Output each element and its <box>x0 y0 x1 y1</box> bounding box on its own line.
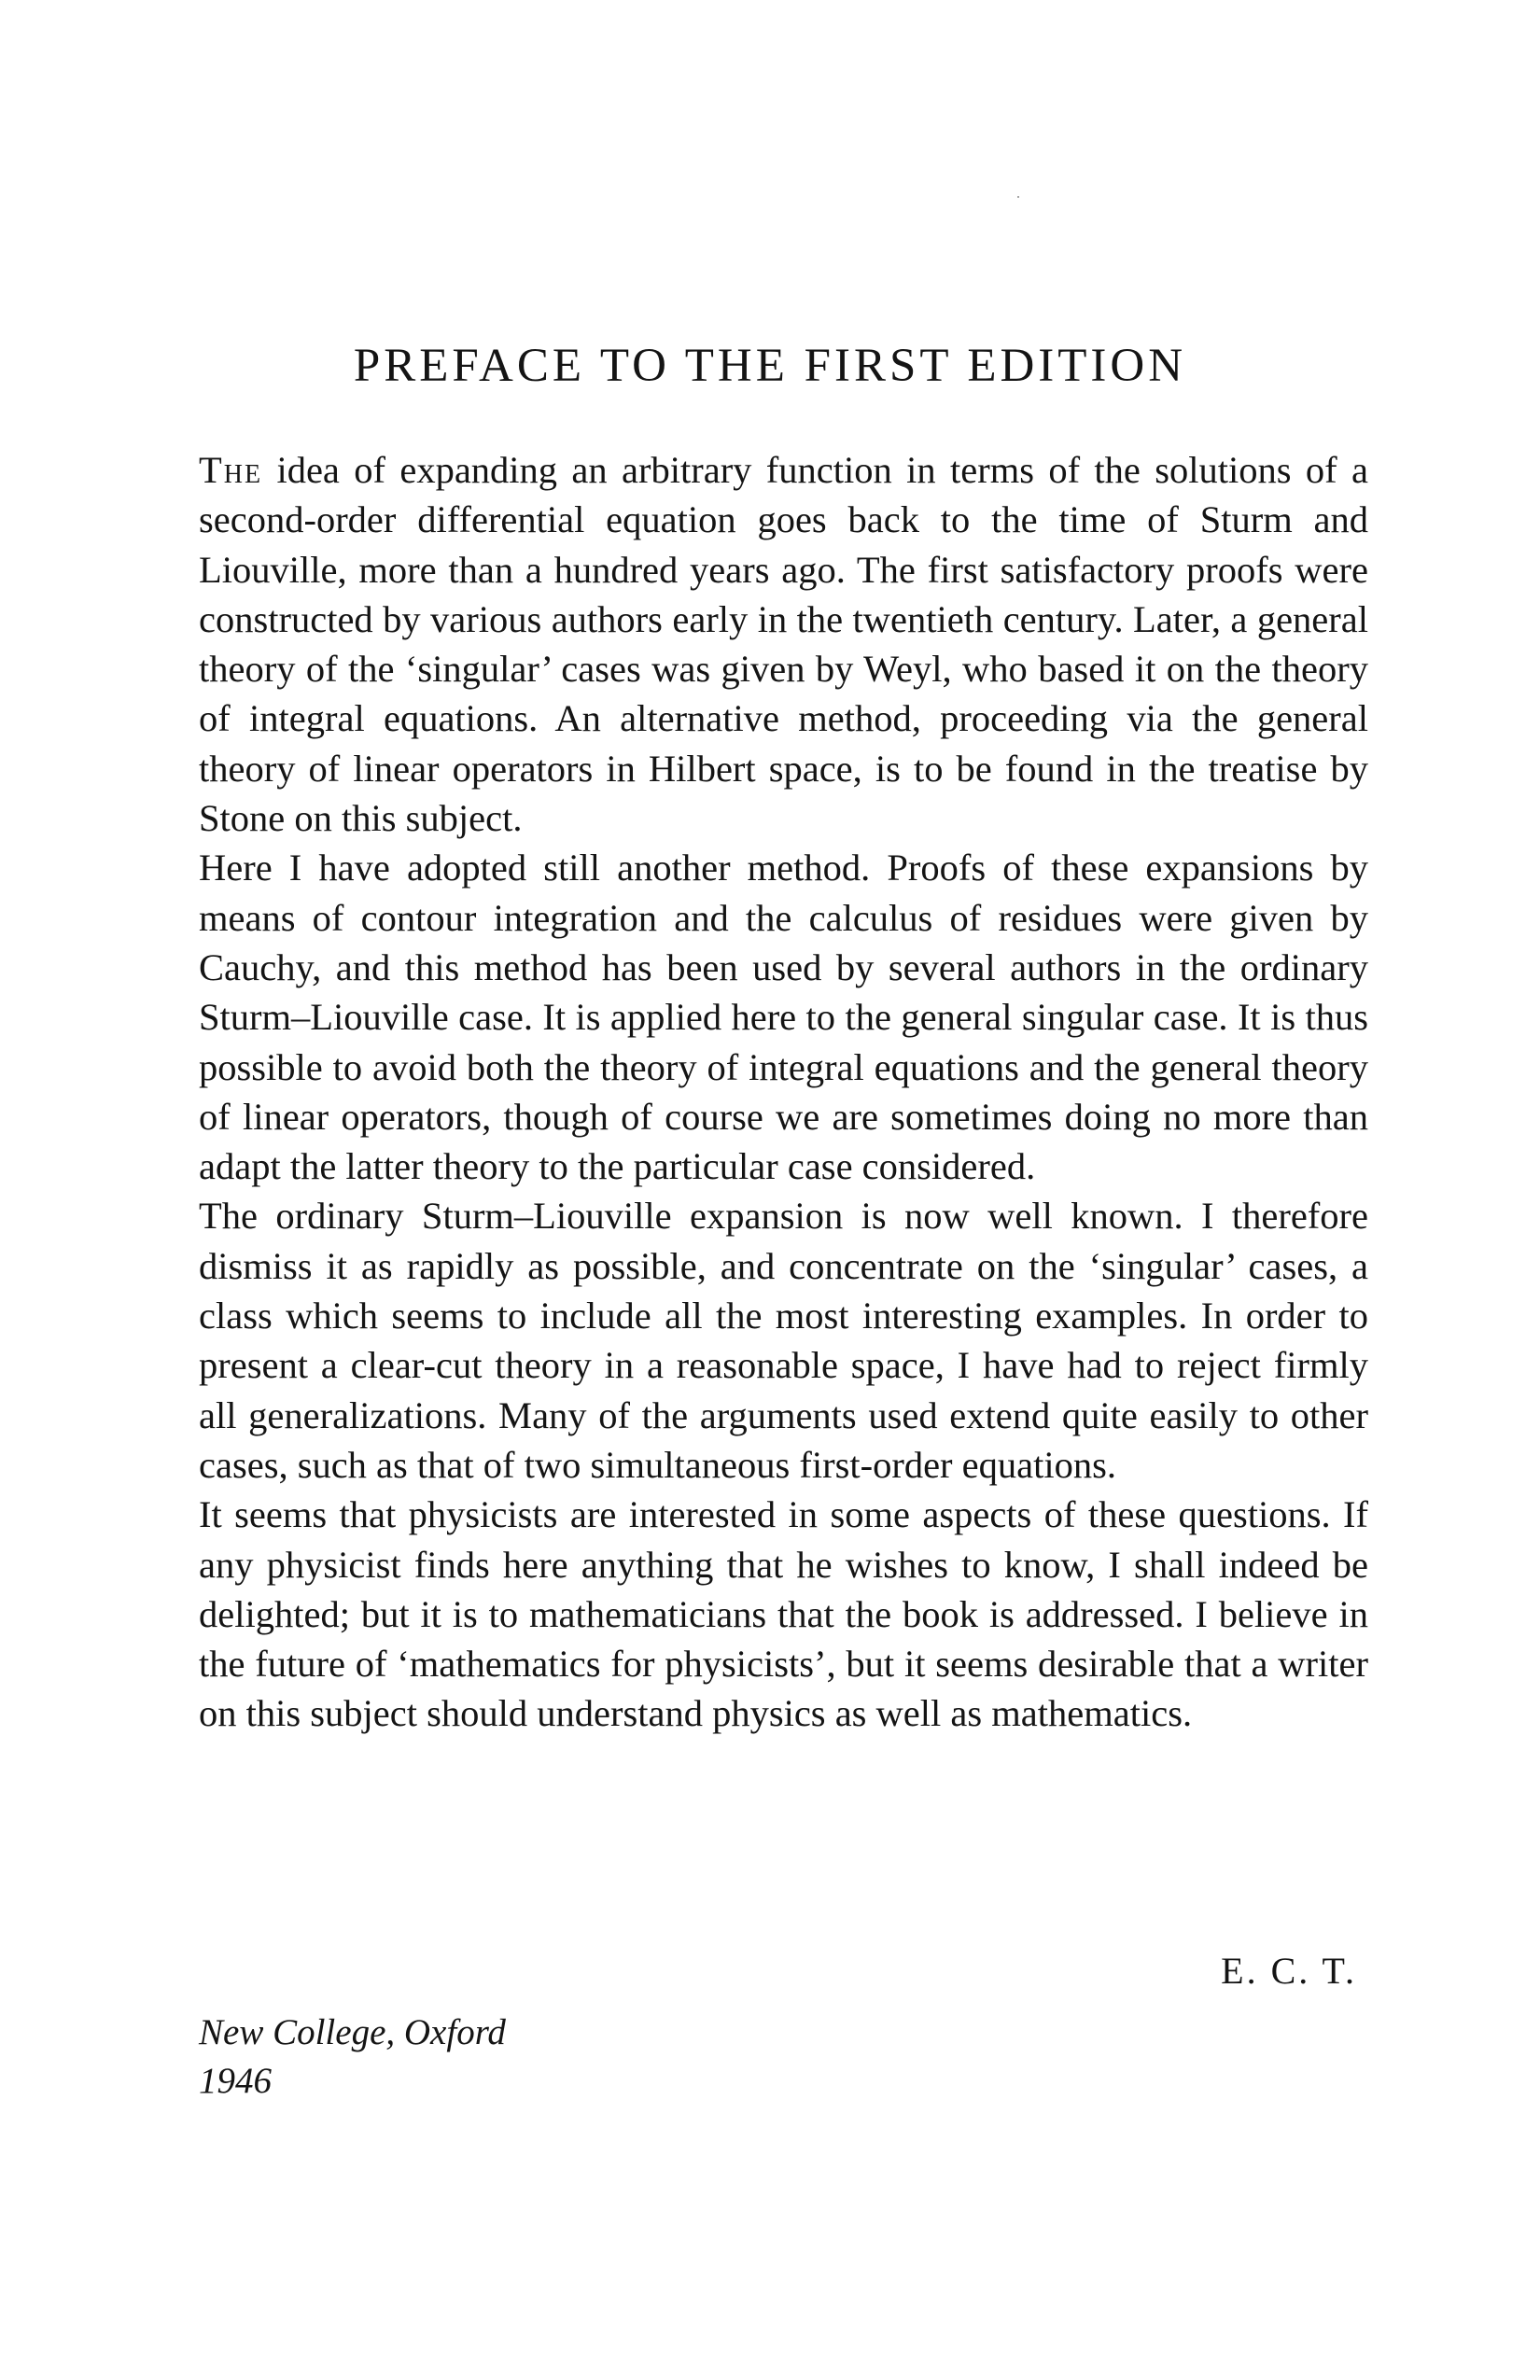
paragraph-1 <box>199 445 1368 843</box>
author-initials: E. C. T. <box>1221 1950 1357 1992</box>
paragraph-1-text: idea of expanding an arbitrary function in terms of the solutions of a second-order differential equation goes back to the time of Sturm and Liouville, more than a hundred years ago. The first satisfactory proofs were constructed by various authors early in the twentieth century. Later, a general theory of the ‘singular’ cases was given by Weyl, who based it on the theory of integral equations. An alternative method, proceeding via the general theory of linear operators in Hilbert space, is to be found in the treatise by Stone on this subject. <box>199 449 1368 840</box>
paragraph-2: Here I have adopted still another method. Proofs of these expansions by means of contour integration and the calculus of residues were given by Cauchy, and this method has been used by several authors in the ordinary Sturm–Liouville case. It is applied here to the general singular case. It is thus possible to avoid both the theory of integral equations and the general theory of linear operators, though of course we are sometimes doing no more than adapt the latter theory to the particular case considered. <box>199 847 1368 1188</box>
place-and-date <box>199 2009 506 2106</box>
paragraph-3: The ordinary Sturm–Liouville expansion is now well known. I therefore dismiss it as rapidly as possible, and concentrate on the ‘singular’ cases, a class which seems to include all the most interesting examples. In order to present a clear-cut theory in a reasonable space, I have had to reject firmly all generalizations. Many of the arguments used extend quite easily to other cases, such as that of two simultaneous first-order equations. <box>199 1195 1368 1486</box>
paragraph-4: It seems that physicists are interested in some aspects of these questions. If any physicist finds here anything that he wishes to know, I shall indeed be delighted; but it is to mathematicians that the book is addressed. I believe in the future of ‘mathematics for physicists’, but it seems desirable that a writer on this subject should understand physics as well as mathematics. <box>199 1493 1368 1735</box>
paragraph-lead-word: The <box>199 449 263 491</box>
preface-body <box>199 445 1368 1739</box>
place: New College, Oxford <box>199 2012 506 2052</box>
scan-speck <box>1017 196 1019 198</box>
page-title: PREFACE TO THE FIRST EDITION <box>353 340 1187 392</box>
year: 1946 <box>199 2061 272 2101</box>
